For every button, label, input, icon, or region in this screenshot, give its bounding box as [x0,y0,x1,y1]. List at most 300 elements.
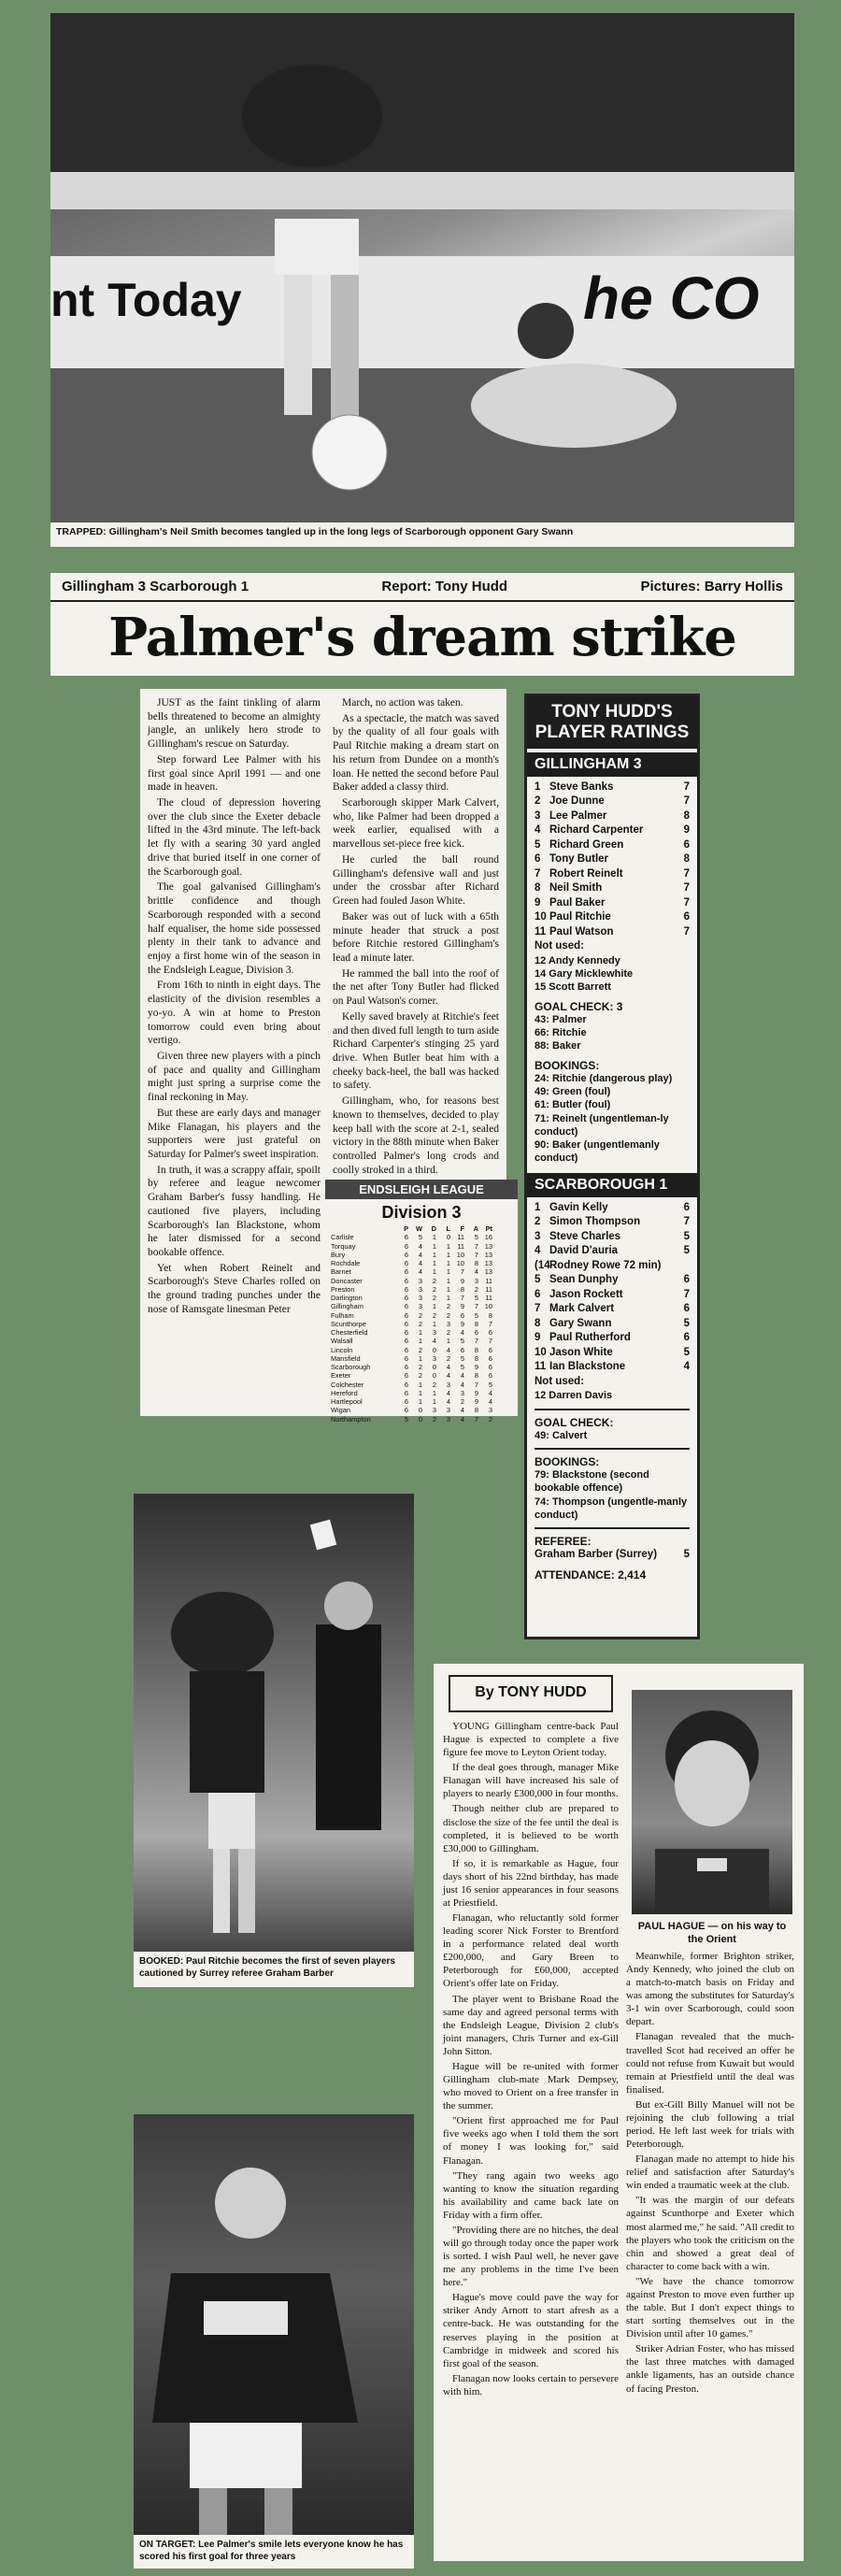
stat-cell: 1 [446,1259,450,1267]
stat-cell: 1 [432,1267,436,1277]
stat-cell: 1 [418,1388,422,1397]
player-name: Tony Butler [549,853,609,866]
booking-entry: 49: Green (foul) [535,1085,611,1097]
hague-byline: By TONY HUDD [449,1675,613,1712]
stat-cell: 0 [418,1414,422,1424]
stat-cell: 5 [474,1310,478,1320]
stat-cell: 9 [460,1302,464,1311]
report-paragraph: As a spectacle, the match was saved by the quality of all four goals with Paul Ritchie making a dream start on his return from Dundee on a month's loan. He netted the second before Paul Baker added a classy third. [333,712,499,794]
away-goalcheck: GOAL CHECK: [535,1415,614,1429]
player-rating: 7 [683,867,690,880]
player-row [527,1288,697,1303]
team-cell: Barnet [331,1267,351,1277]
shirt-number: 5 [535,1274,541,1286]
home-goals [527,1013,697,1053]
stat-cell: D [431,1224,436,1233]
referee-name: Graham Barber (Surrey) [535,1549,658,1561]
player-rating [675,1259,690,1274]
stat-cell: 8 [474,1371,478,1381]
player-name: Ian Blackstone [549,1361,626,1373]
stat-cell: 1 [432,1397,436,1406]
team-cell: Preston [331,1284,355,1294]
player-name: Lee Palmer [549,809,607,822]
stat-cell: 3 [418,1284,422,1294]
player-name: Neil Smith [549,882,603,894]
sign-text-right: he CO [583,265,760,332]
shirt-number: 1 [535,780,541,793]
score-line: Gillingham 3 Scarborough 1 [62,579,249,594]
away-goals [527,1429,697,1442]
report-paragraph: March, no action was taken. [342,697,463,708]
stat-cell: 6 [404,1371,408,1381]
shirt-number: 2 [535,1216,541,1228]
player-row [527,1215,697,1230]
stat-cell: 8 [474,1345,478,1354]
stat-cell: 6 [404,1250,408,1259]
player-name: Gary Swann [549,1317,612,1329]
referee-label: REFEREE: [535,1535,592,1549]
stat-cell: 1 [432,1388,436,1397]
stat-cell: 6 [404,1259,408,1267]
hague-paragraph: If the deal goes through, manager Mike Flanagan will have increased his sale of players to nearly £300,000 in four months. [443,1762,619,1800]
stat-cell: 0 [432,1371,436,1381]
player-rating: 6 [683,1303,690,1315]
report-paragraph: The goal galvanised Gillingham's brittle confidence and though Scarborough responded with a second half equaliser, the home side possessed plenty in their tank to advance and enjoy a first home win of the season in the Endsleigh League, Division 3. [148,881,321,976]
player-rating: 5 [683,1245,690,1257]
league-table-row [325,1406,518,1414]
stat-cell: 5 [474,1233,478,1242]
sign-text-left: nt Today [50,274,242,326]
stat-cell: 3 [446,1414,450,1424]
shirt-number: 11 [535,1361,547,1373]
team-cell: Lincoln [331,1345,353,1354]
player-row [527,1230,697,1245]
hague-paragraph: Flanagan now looks certain to persevere with him. [443,2372,619,2397]
league-table-row [325,1242,518,1251]
stat-cell: 6 [404,1328,408,1337]
team-cell: Wigan [331,1406,350,1415]
player-row [527,780,697,795]
stat-cell: 3 [418,1276,422,1285]
stat-cell: 6 [488,1371,492,1381]
player-row [527,867,697,882]
player-rating: 9 [683,824,690,837]
stat-cell: 4 [460,1371,464,1381]
pictures-credit: Pictures: Barry Hollis [640,579,783,594]
team-cell: Scarborough [331,1363,371,1371]
hague-paragraph: The player went to Brisbane Road the same day and agreed personal terms with the Endsleigh League, Division 2 club's joint managers, Chris Turner and ex-Gill John Sitton. [443,1993,619,2057]
home-team-banner: GILLINGHAM 3 [527,752,697,777]
stat-cell: 4 [432,1337,436,1346]
booking-entry: 74: Thompson (ungentle-manly conduct) [535,1496,688,1521]
shirt-number: 9 [535,1332,541,1344]
stat-cell: 1 [432,1250,436,1259]
league-table-row [325,1277,518,1285]
stat-cell: 1 [432,1233,436,1242]
league-table-header [325,1224,518,1233]
hague-col-2 [626,1950,794,2397]
stat-cell: 0 [446,1233,450,1242]
stat-cell: 1 [446,1337,450,1346]
hague-portrait [632,1690,792,1914]
team-cell: Darlington [331,1294,363,1302]
booked-photo [134,1494,414,1952]
stat-cell: 9 [474,1397,478,1406]
team-cell: Scunthorpe [331,1319,366,1328]
stat-cell: 6 [404,1310,408,1320]
home-goalcheck: GOAL CHECK: 3 [535,999,623,1013]
goal-entry: 43: Palmer [535,1013,587,1025]
division-title: Division 3 [381,1203,462,1222]
league-table-row [325,1328,518,1337]
stat-cell: 1 [432,1259,436,1267]
stat-cell: 6 [404,1284,408,1294]
stat-cell: 10 [456,1250,464,1259]
stat-cell: 2 [474,1284,478,1294]
stat-cell: 5 [488,1380,492,1389]
player-rating: 7 [683,1288,690,1300]
stat-cell: 1 [446,1241,450,1251]
stat-cell: 3 [418,1302,422,1311]
away-notused [527,1389,697,1402]
booking-entry: 24: Ritchie (dangerous play) [535,1072,673,1084]
player-row [527,809,697,824]
league-table-row [325,1371,518,1380]
stat-cell: 7 [474,1414,478,1424]
team-cell: Torquay [331,1241,356,1251]
team-cell: Gillingham [331,1302,363,1311]
league-table-row [325,1363,518,1371]
away-team-banner: SCARBOROUGH 1 [527,1173,697,1197]
player-name: Paul Baker [549,896,606,909]
stat-cell: 5 [474,1294,478,1302]
league-table-row [325,1381,518,1389]
player-rating: 6 [683,911,690,923]
league-table-row [325,1397,518,1406]
shirt-number: 11 [535,925,547,937]
team-cell: Walsall [331,1337,353,1346]
stat-cell: 2 [432,1276,436,1285]
team-cell: Chesterfield [331,1328,368,1337]
stat-cell: 4 [488,1388,492,1397]
hague-paragraph: If so, it is remarkable as Hague, four days short of his 22nd birthday, has made just 16 senior appearances in four seasons at Priestfield. [443,1857,619,1910]
player-row [527,1346,697,1361]
shirt-number: 4 [535,1245,541,1257]
stat-cell: 6 [460,1345,464,1354]
shirt-number: 5 [535,838,541,851]
hague-paragraph: "It was the margin of our defeats against Scunthorpe and Exeter which most alarmed me," he said. "All credit to the players who took the criticism on the chin and showed a great deal of character to come back with a win. [626,2195,794,2272]
hague-article [434,1664,804,2561]
stat-cell: 1 [432,1302,436,1311]
shirt-number: 4 [535,824,541,837]
stat-cell: 10 [484,1302,492,1311]
ratings-title: TONY HUDD'S PLAYER RATINGS [527,696,697,749]
hague-paragraph: Striker Adrian Foster, who has missed the last three matches with damaged ankle ligaments, has an outside chance of facing Preston. [626,2343,794,2395]
home-bookings-label: BOOKINGS: [535,1058,600,1072]
stat-cell: 11 [485,1294,492,1302]
shirt-number: 1 [535,1201,541,1213]
league-table-row [325,1389,518,1397]
stat-cell: 1 [418,1337,422,1346]
player-name: Jason Rockett [549,1288,623,1300]
player-row [527,881,697,896]
league-table-row [325,1346,518,1354]
stat-cell: 1 [446,1276,450,1285]
stat-cell: 16 [484,1233,492,1242]
player-row [527,1317,697,1332]
match-photo [50,13,794,522]
stat-cell: 9 [474,1388,478,1397]
stat-cell: 8 [474,1406,478,1415]
goal-entry: 88: Baker [535,1040,581,1052]
player-name: Mark Calvert [549,1303,615,1315]
player-rating: 7 [683,925,690,937]
headline-block [50,573,794,676]
report-paragraph: Gillingham, who, for reasons best known to themselves, decided to play keep ball with the score at 2-1, sealed victory in the 88th minute when Baker controlled Palmer's long crods and coolly stroked in a third. [333,1095,499,1176]
league-table-row [325,1267,518,1276]
unused-sub: 12 Andy Kennedy [535,954,620,966]
stat-cell: 9 [474,1363,478,1371]
stat-cell: 3 [446,1319,450,1328]
stat-cell: 1 [432,1241,436,1251]
stat-cell: 2 [446,1302,450,1311]
stat-cell: 4 [418,1267,422,1277]
stat-cell: 6 [460,1310,464,1320]
stat-cell: 2 [432,1284,436,1294]
league-table-row [325,1251,518,1259]
stat-cell: 1 [432,1319,436,1328]
stat-cell: 6 [404,1388,408,1397]
stat-cell: 4 [488,1397,492,1406]
top-photo-caption: TRAPPED: Gillingham's Neil Smith becomes tangled up in the long legs of Scarborough opponent Gary Swann [50,522,794,547]
target-photo-caption: ON TARGET: Lee Palmer's smile lets everyone know he has scored his first goal for three years [134,2535,414,2569]
hague-col-1 [443,1720,619,2400]
home-notused-label: Not used: [535,940,585,952]
league-table-row [325,1233,518,1241]
stat-cell: 6 [474,1328,478,1337]
stat-cell: 10 [456,1259,464,1267]
player-name: Steve Charles [549,1230,621,1242]
hague-paragraph: Hague will be re-united with former Gillingham club-mate Mark Dempsey, who moved to Orient on a free transfer in the summer. [443,2060,619,2112]
stat-cell: 2 [446,1328,450,1337]
shirt-number: (14 [535,1259,550,1271]
report-strap [50,573,794,602]
stat-cell: 4 [460,1328,464,1337]
report-credit: Report: Tony Hudd [381,579,508,594]
player-row [527,838,697,853]
league-table-row [325,1302,518,1310]
stat-cell: L [446,1224,450,1233]
stat-cell: 8 [460,1284,464,1294]
ratings-divider-3 [535,1527,690,1529]
shirt-number: 7 [535,1303,541,1315]
player-row [527,910,697,925]
player-name: Paul Rutherford [549,1332,631,1344]
stat-cell: 7 [488,1319,492,1328]
player-rating: 8 [683,809,690,822]
stat-cell: 9 [460,1319,464,1328]
team-cell: Colchester [331,1380,364,1389]
player-name: Jason White [549,1346,613,1358]
player-name: Sean Dunphy [549,1274,619,1286]
stat-cell: 1 [418,1353,422,1363]
player-rating: 4 [683,1361,690,1373]
player-name: Joe Dunne [549,795,605,808]
team-cell: Rochdale [331,1259,361,1267]
away-bookings [527,1468,697,1522]
league-table [325,1180,518,1424]
stat-cell: 11 [485,1276,492,1285]
stat-cell: 9 [460,1276,464,1285]
stat-cell: 13 [484,1241,492,1251]
away-bookings-label: BOOKINGS: [535,1455,600,1469]
stat-cell: 6 [404,1241,408,1251]
stat-cell: 1 [418,1328,422,1337]
player-row [527,1360,697,1375]
stat-cell: 3 [474,1276,478,1285]
hague-paragraph: Meanwhile, former Brighton striker, Andy Kennedy, who joined the club on a match-to-match basis on Friday and was among the substitutes for Saturday's 3-1 win over Scarborough, could soon depart. [626,1951,794,2028]
player-rating: 6 [683,1332,690,1344]
goal-entry: 49: Calvert [535,1429,588,1441]
stat-cell: 0 [432,1363,436,1371]
stat-cell: A [473,1224,478,1233]
player-row [527,1201,697,1216]
hague-paragraph: YOUNG Gillingham centre-back Paul Hague is expected to complete a five figure fee move to Leyton Orient today. [443,1721,619,1759]
stat-cell: 2 [418,1345,422,1354]
stat-cell: F [460,1224,464,1233]
report-paragraph: Kelly saved bravely at Ritchie's feet and then dived full length to turn aside Richard Carpenter's stinging 25 yard drive. When Butler beat him with a cheeky back-heel, the ball was hacked to safety. [333,1010,499,1092]
report-paragraph: He curled the ball round Gillingham's defensive wall and just under the crossbar after Richard Green had fouled Jason White. [333,853,499,908]
stat-cell: 3 [432,1328,436,1337]
booking-entry: 61: Butler (foul) [535,1099,611,1111]
team-cell: Exeter [331,1371,351,1381]
stat-cell: 1 [446,1294,450,1302]
player-row [527,1273,697,1288]
stat-cell: 2 [432,1414,436,1424]
stat-cell: 6 [404,1406,408,1415]
ratings-divider [535,1409,690,1410]
player-ratings [524,694,700,1639]
shirt-number: 6 [535,1288,541,1300]
player-rating: 5 [683,1346,690,1358]
league-table-row [325,1311,518,1320]
report-paragraph: JUST as the faint tinkling of alarm bells threatened to become an almighty jangle, an unlikely hero strode to Gillingham's rescue on Saturday. [148,697,321,751]
shirt-number: 8 [535,1317,541,1329]
player-rating: 7 [683,780,690,793]
team-cell: Northampton [331,1414,371,1424]
player-rating: 6 [683,1274,690,1286]
league-table-row [325,1337,518,1345]
hague-paragraph: Though neither club are prepared to disclose the size of the fee until the deal is completed, it is believed to be worth £30,000 to Gillingham. [443,1803,619,1854]
stat-cell: 3 [432,1406,436,1415]
hague-paragraph: "They rang again two weeks ago wanting to know the situation regarding his availability and came back late on Friday with a firm offer. [443,2169,619,2221]
report-paragraph: The cloud of depression hovering over the club since the Exeter debacle lifted in the 43rd minute. The left-back let fly with a searing 30 yard angled drive that buried itself in one corner of the Scarborough goal. [148,797,321,878]
stat-cell: 6 [404,1337,408,1346]
shirt-number: 6 [535,853,541,866]
stat-cell: 2 [446,1310,450,1320]
home-bookings [527,1072,697,1166]
stat-cell: 4 [418,1250,422,1259]
stat-cell: 5 [418,1233,422,1242]
stat-cell: 2 [460,1397,464,1406]
stat-cell: 2 [432,1294,436,1302]
shirt-number: 10 [535,911,547,923]
player-rating: 7 [683,896,690,909]
player-rating: 5 [683,1317,690,1329]
stat-cell: 7 [488,1337,492,1346]
stat-cell: 6 [404,1233,408,1242]
stat-cell: 2 [488,1414,492,1424]
away-notused-label: Not used: [535,1375,585,1387]
target-photo [134,2114,414,2535]
player-name: Simon Thompson [549,1216,641,1228]
team-cell: Carlisle [331,1233,354,1242]
unused-sub: 12 Darren Davis [535,1390,613,1402]
team-cell: Hartlepool [331,1397,363,1406]
team-cell: Mansfield [331,1353,361,1363]
player-name: Robert Reinelt [549,867,623,880]
stat-cell: 5 [460,1363,464,1371]
player-name: Richard Green [549,838,624,851]
league-table-banner: ENDSLEIGH LEAGUE [325,1180,518,1199]
stat-cell: 5 [460,1337,464,1346]
player-rating: 7 [683,795,690,808]
hague-paragraph: "Providing there are no hitches, the deal will go through today once the paper work is sorted. I wish Paul well, he never gave me any problems in the time I've been here." [443,2224,619,2289]
player-rating: 6 [683,1201,690,1213]
player-row [527,823,697,838]
stat-cell: 2 [418,1371,422,1381]
stat-cell: 6 [488,1345,492,1354]
report-col-2 [333,696,499,1179]
stat-cell: 3 [418,1294,422,1302]
goal-entry: 66: Ritchie [535,1027,587,1039]
hague-paragraph: Hague's move could pave the way for striker Andy Arnott to start afresh as a centre-back. He was outstanding for the reserves playing in the position at Cambridge in midweek and scored his first goal of the season. [443,2292,619,2369]
stat-cell: 11 [457,1241,464,1251]
stat-cell: 3 [446,1406,450,1415]
stat-cell: 7 [474,1337,478,1346]
stat-cell: 2 [418,1310,422,1320]
stat-cell: 6 [404,1319,408,1328]
stat-cell: 6 [488,1353,492,1363]
stat-cell: 7 [474,1250,478,1259]
report-paragraph: Scarborough skipper Mark Calvert, who, like Palmer had been dropped a week earlier, equalised with a marvellous set-piece free kick. [333,797,499,851]
player-name: Paul Ritchie [549,911,611,923]
shirt-number: 7 [535,867,541,880]
referee-rating: 5 [683,1549,690,1561]
stat-cell: 6 [488,1328,492,1337]
stat-cell: 6 [404,1353,408,1363]
stat-cell: 11 [485,1284,492,1294]
player-name: Richard Carpenter [549,824,644,837]
team-cell: Hereford [331,1388,358,1397]
stat-cell: 2 [432,1380,436,1389]
stat-cell: W [416,1224,422,1233]
player-rating: 7 [683,1216,690,1228]
stat-cell: 1 [446,1267,450,1277]
stat-cell: 4 [446,1397,450,1406]
report-col-1 [148,696,321,1319]
league-table-rows [325,1224,518,1424]
report-paragraph: In truth, it was a scrappy affair, spoilt by referee and league newcomer Graham Barber's fussy handling. He cautioned five players, including Scarborough's Ian Blackstone, whom he later dismissed for a second bookable offence. [148,1164,321,1259]
unused-sub: 14 Gary Micklewhite [535,968,634,980]
stat-cell: P [404,1224,408,1233]
shirt-number: 3 [535,809,541,822]
stat-cell: 3 [488,1406,492,1415]
player-name: Rodney Rowe 72 min) [549,1259,662,1271]
report-paragraph: Yet when Robert Reinelt and Scarborough's Steve Charles rolled on the ground trading punches under the nose of Ramsgate linesman Peter [148,1262,321,1315]
player-row [527,896,697,911]
stat-cell: 3 [446,1380,450,1389]
